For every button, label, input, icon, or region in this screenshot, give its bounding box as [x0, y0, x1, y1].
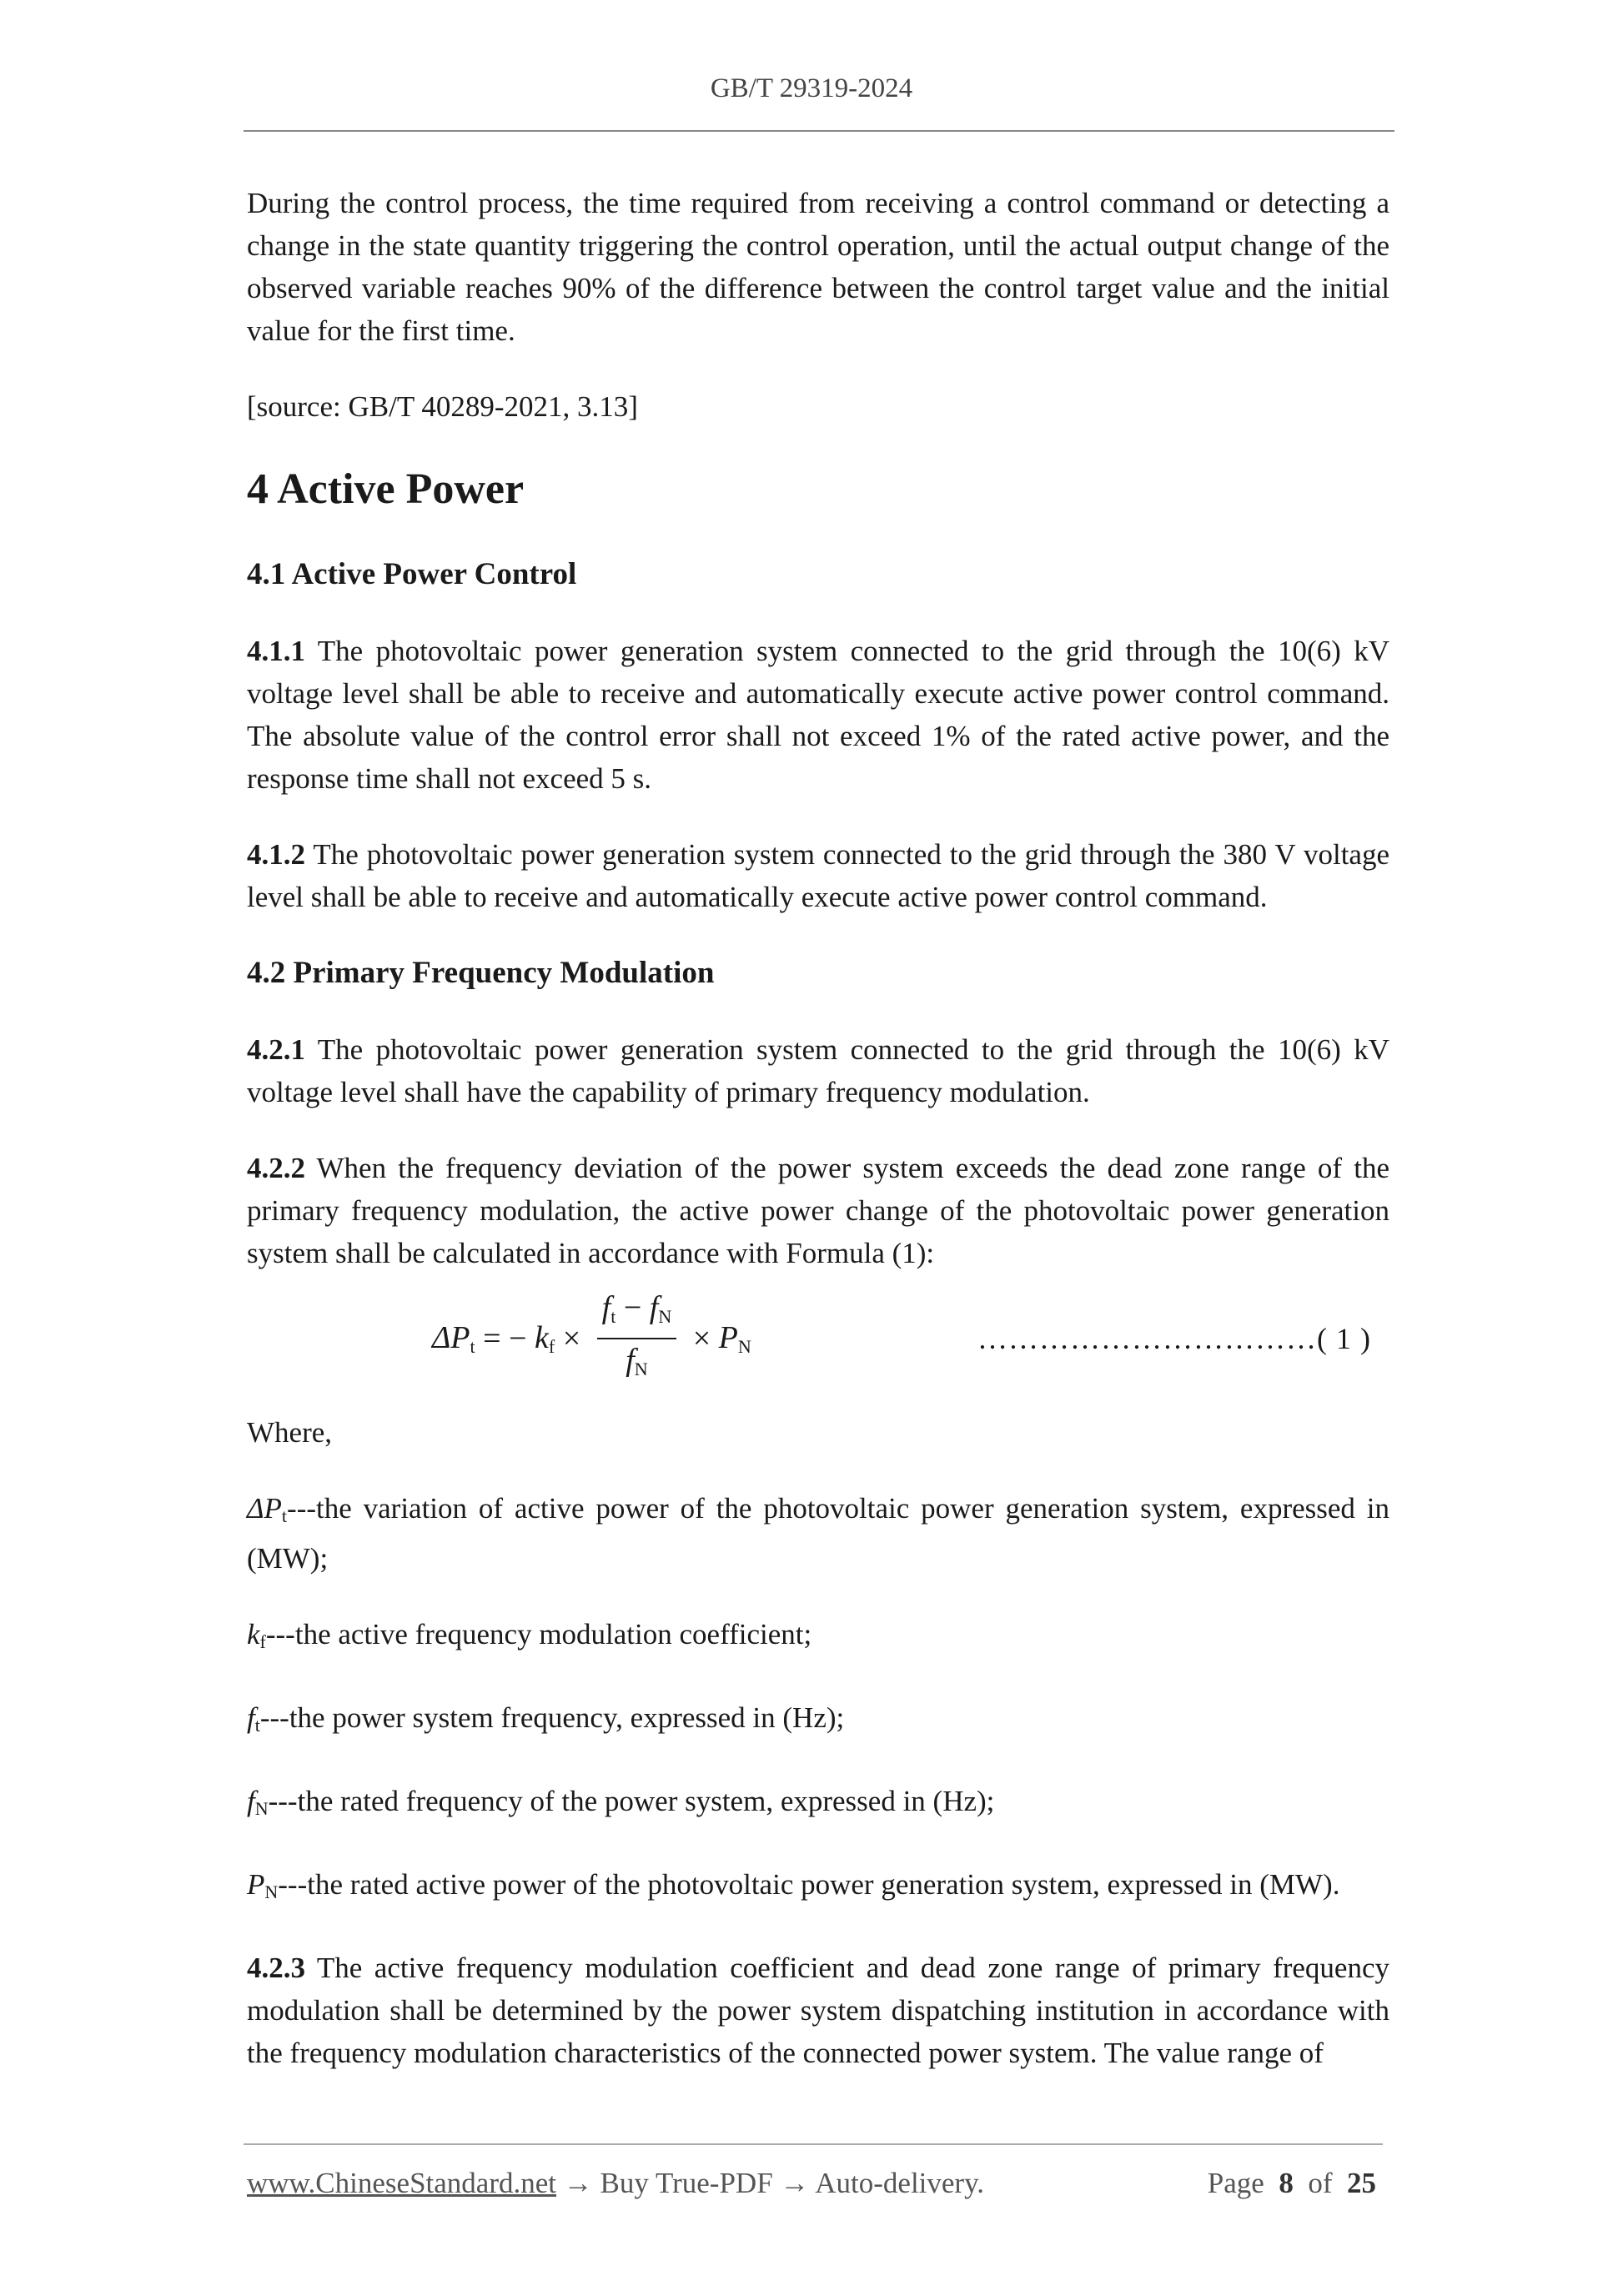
formula-times: ×	[685, 1321, 719, 1356]
fraction-denominator: $f_N$	[626, 1343, 648, 1379]
page-header: GB/T 29319-2024	[710, 73, 913, 103]
arrow-icon: →	[556, 2167, 600, 2199]
delivery-text: Auto-delivery.	[815, 2167, 985, 2199]
page-number	[1208, 2167, 1376, 2200]
clause-number: 4.1.2	[247, 838, 305, 871]
clause-text: The photovoltaic power generation system connected to the grid through the 10(6) kV voltage level shall have the capability of primary frequency modulation.	[247, 1033, 1389, 1108]
formula-leader	[977, 1286, 1371, 1391]
chapter-title: 4 Active Power	[247, 465, 525, 513]
formula-fraction	[597, 1287, 677, 1390]
source-note: [source: GB/T 40289-2021, 3.13]	[247, 390, 638, 423]
fraction-numerator: $f_t - f_N$	[601, 1290, 672, 1327]
page-total: 25	[1347, 2167, 1376, 2199]
page-of: of	[1308, 2167, 1333, 2199]
intro-paragraph: During the control process, the time required from receiving a control command or detecting a change in the state quantity triggering the control operation, until the actual output change of the observed variable reaches 90% of the difference between the control target value and the initial value for the first time.	[247, 187, 1389, 347]
clause-number: 4.2.1	[247, 1033, 305, 1066]
clause-text: The active frequency modulation coefficient and dead zone range of primary frequency modulation shall be determined by the power system dispatching institution in accordance with the frequency modulation characteristics of the connected power system. The value range of	[247, 1952, 1389, 2069]
definition-kf: kf---the active frequency modulation coefficient;	[247, 1618, 812, 1652]
definition-ft: ft---the power system frequency, expressed in (Hz);	[247, 1701, 845, 1736]
formula-dots: ……………………………	[977, 1322, 1317, 1355]
section-4-1-title: 4.1 Active Power Control	[247, 557, 577, 591]
page-content	[247, 182, 1389, 2074]
definition-pn: PN---the rated active power of the photovoltaic power generation system, expressed in (MW).	[247, 1868, 1340, 1902]
formula-times: ×	[555, 1321, 589, 1356]
page-label: Page	[1207, 2167, 1264, 2199]
footer-rule	[244, 2143, 1383, 2145]
definition-delta-pt: ΔPt---the variation of active power of the photovoltaic power generation system, expressed in (MW);	[247, 1492, 1389, 1575]
clause-number: 4.2.2	[247, 1152, 305, 1184]
buy-text: Buy True-PDF	[600, 2167, 773, 2199]
formula-expression	[432, 1286, 751, 1391]
clause-4-2-1	[247, 1028, 1389, 1113]
formula-equals: = −	[475, 1321, 535, 1356]
formula-1	[247, 1286, 1389, 1391]
formula-number: ( 1 )	[1317, 1322, 1371, 1355]
arrow-icon: →	[772, 2167, 816, 2199]
definition-fn: fN---the rated frequency of the power system, expressed in (Hz);	[247, 1785, 995, 1819]
clause-number: 4.1.1	[247, 635, 305, 667]
formula-k: $k_f$	[535, 1320, 555, 1357]
clause-4-2-3	[247, 1947, 1389, 2074]
clause-4-1-2	[247, 833, 1389, 918]
formula-p: $P_N$	[718, 1320, 751, 1357]
clause-4-1-1	[247, 630, 1389, 800]
clause-number: 4.2.3	[247, 1952, 305, 1984]
clause-text: The photovoltaic power generation system connected to the grid through the 380 V voltage level shall be able to receive and automatically execute active power control command.	[247, 838, 1389, 913]
formula-lhs: $\Delta P_t$	[432, 1320, 475, 1357]
footer-promo	[247, 2167, 984, 2200]
clause-text: When the frequency deviation of the power system exceeds the dead zone range of the primary frequency modulation, the active power change of the photovoltaic power generation system shall be calculated in accordance with Formula (1):	[247, 1152, 1389, 1269]
clause-4-2-2	[247, 1147, 1389, 1274]
header-rule	[244, 130, 1394, 132]
where-label: Where,	[247, 1416, 333, 1449]
page-current: 8	[1279, 2167, 1294, 2199]
clause-text: The photovoltaic power generation system connected to the grid through the 10(6) kV voltage level shall be able to receive and automatically execute active power control command. The absolute value of the control error shall not exceed 1% of the rated active power, and the response time shall not exceed 5 s.	[247, 635, 1389, 795]
website-link[interactable]: www.ChineseStandard.net	[247, 2167, 556, 2199]
section-4-2-title: 4.2 Primary Frequency Modulation	[247, 956, 715, 990]
